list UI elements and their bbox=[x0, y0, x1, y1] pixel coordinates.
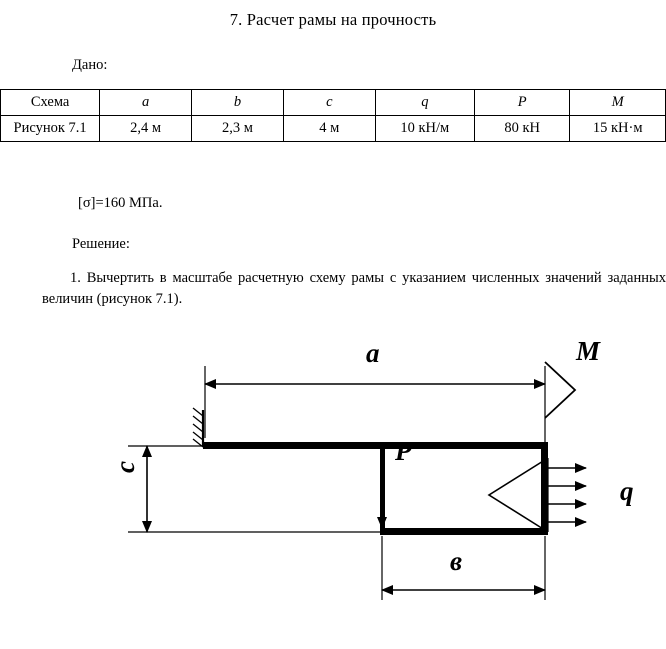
table-cell: 80 кН bbox=[474, 116, 570, 142]
table-cell: 15 кН·м bbox=[570, 116, 666, 142]
column-right bbox=[541, 442, 548, 534]
table-header-row bbox=[1, 90, 666, 116]
label-c: c bbox=[110, 461, 140, 473]
table-header-cell: M bbox=[570, 90, 666, 116]
table-cell: Рисунок 7.1 bbox=[1, 116, 100, 142]
solution-label: Решение: bbox=[72, 236, 130, 252]
table-cell: 4 м bbox=[283, 116, 375, 142]
frame-diagram-svg bbox=[0, 328, 666, 644]
table-header-cell: c bbox=[283, 90, 375, 116]
beam-top bbox=[203, 442, 547, 449]
page-title: 7. Расчет рамы на прочность bbox=[229, 10, 437, 29]
support-hatching bbox=[193, 408, 203, 447]
label-P: P bbox=[395, 436, 412, 466]
table-header-cell: b bbox=[192, 90, 284, 116]
table-cell: 2,4 м bbox=[100, 116, 192, 142]
label-b: в bbox=[450, 546, 463, 576]
label-a: a bbox=[366, 338, 380, 368]
table-cell: 10 кН/м bbox=[375, 116, 474, 142]
allowable-stress-line: [σ]=160 МПа. bbox=[78, 195, 163, 211]
table-row bbox=[1, 116, 666, 142]
label-q: q bbox=[620, 476, 634, 506]
given-label: Дано: bbox=[72, 57, 108, 73]
table-header-cell: Схема bbox=[1, 90, 100, 116]
load-q-outline bbox=[489, 458, 548, 532]
parameters-table bbox=[0, 89, 666, 142]
document-page bbox=[0, 10, 666, 644]
solution-step-1: 1. Вычертить в масштабе расчетную схему рамы с указанием численных значений заданных величин (рисунок 7.1). bbox=[42, 270, 666, 308]
table-header-cell: q bbox=[375, 90, 474, 116]
table-header-cell: a bbox=[100, 90, 192, 116]
load-q-arrows bbox=[548, 468, 586, 522]
label-M: M bbox=[576, 336, 601, 366]
moment-arrow-M bbox=[545, 362, 575, 418]
frame-diagram bbox=[0, 328, 666, 644]
beam-bottom bbox=[380, 528, 548, 535]
table-header-cell: P bbox=[474, 90, 570, 116]
table-cell: 2,3 м bbox=[192, 116, 284, 142]
